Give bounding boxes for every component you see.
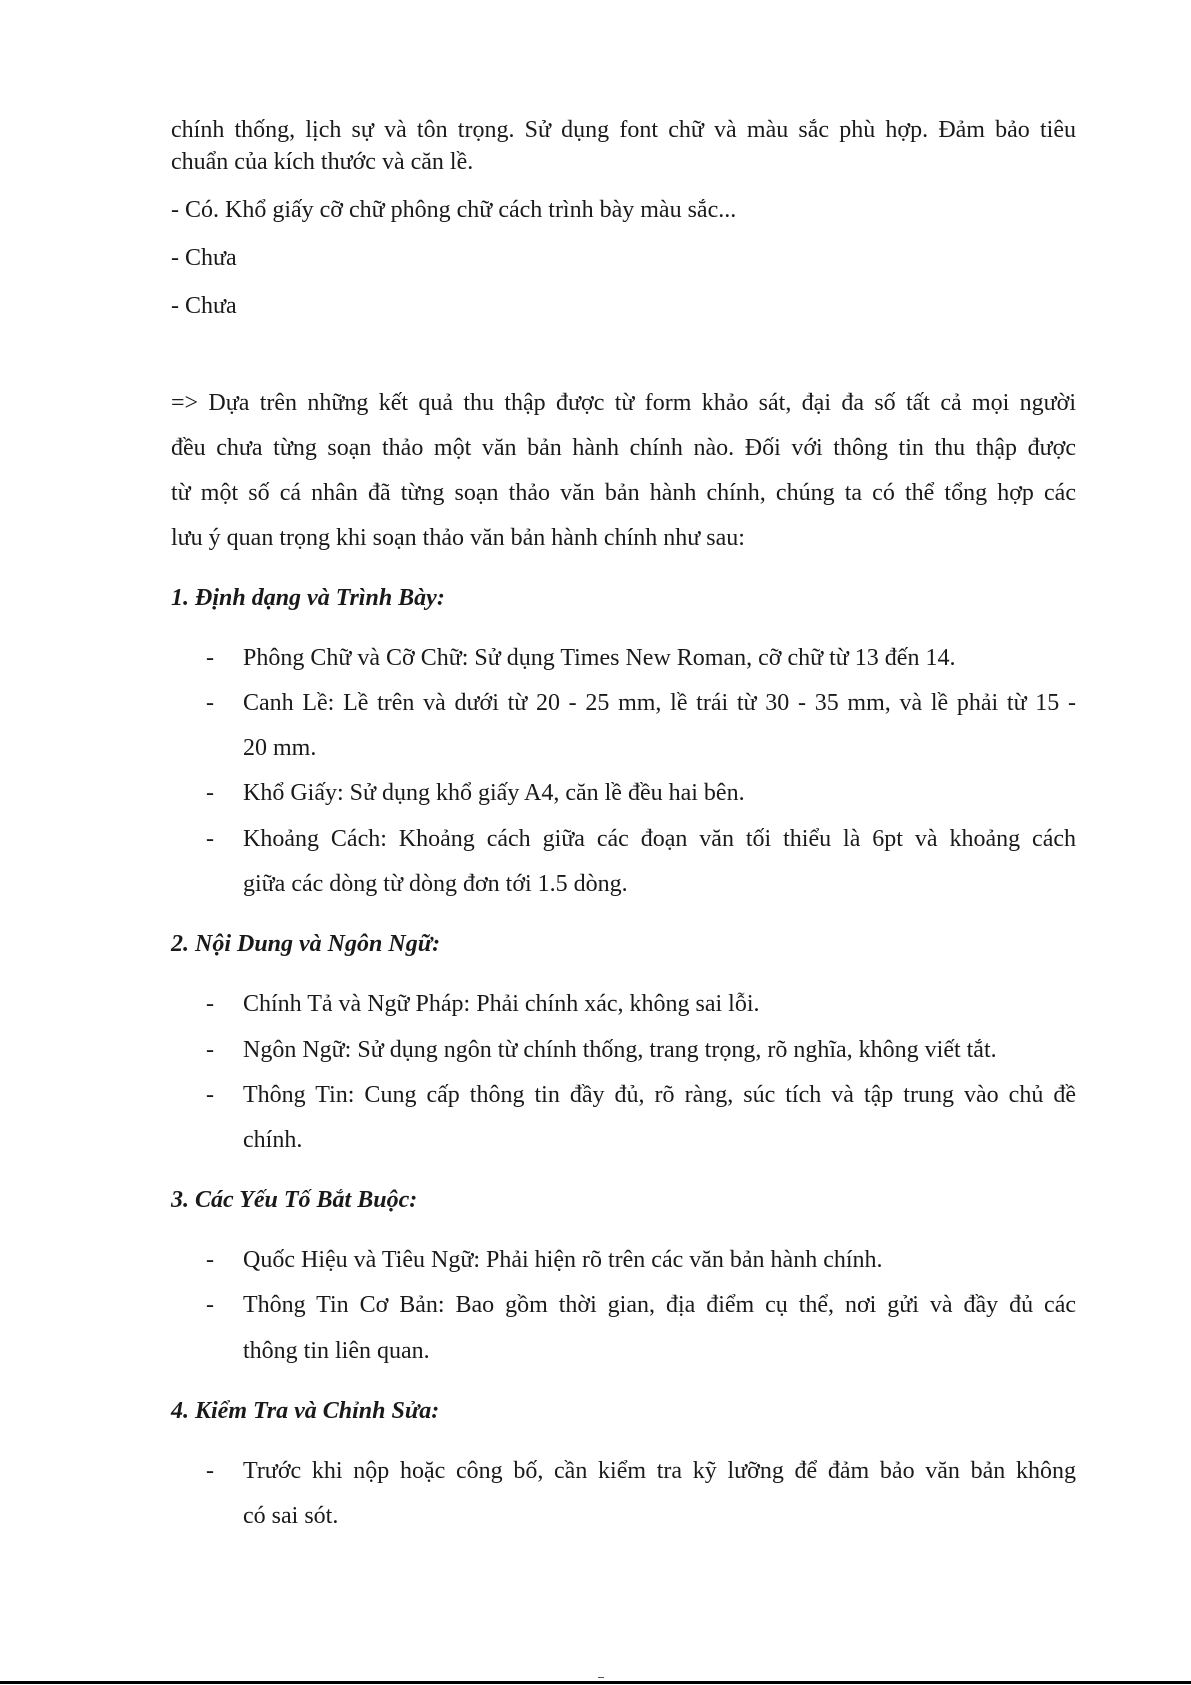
- section-heading: 4. Kiểm Tra và Chỉnh Sửa:: [171, 1398, 440, 1424]
- list-item: Khổ Giấy: Sử dụng khổ giấy A4, căn lề đều hai bên.: [243, 780, 745, 806]
- list-item: Canh Lề: Lề trên và dưới từ 20 - 25 mm, lề trái từ 30 - 35 mm, và lề phải từ 15 -: [243, 690, 1076, 716]
- list-item-continuation: 20 mm.: [243, 735, 317, 761]
- answer-line: - Chưa: [171, 293, 237, 319]
- bullet-dash: -: [206, 1247, 214, 1273]
- list-item: Thông Tin Cơ Bản: Bao gồm thời gian, địa điểm cụ thể, nơi gửi và đầy đủ các: [243, 1292, 1076, 1318]
- page-bottom-rule: [0, 1681, 1191, 1684]
- section-heading: 1. Định dạng và Trình Bày:: [171, 585, 445, 611]
- list-item-continuation: thông tin liên quan.: [243, 1338, 430, 1364]
- list-item: Phông Chữ và Cỡ Chữ: Sử dụng Times New Roman, cỡ chữ từ 13 đến 14.: [243, 645, 956, 671]
- paragraph-line: chuẩn của kích thước và căn lề.: [171, 149, 474, 175]
- paragraph-line: chính thống, lịch sự và tôn trọng. Sử dụng font chữ và màu sắc phù hợp. Đảm bảo tiêu: [171, 117, 1076, 143]
- bullet-dash: -: [206, 1292, 214, 1318]
- bullet-dash: -: [206, 645, 214, 671]
- bullet-dash: -: [206, 1037, 214, 1063]
- bullet-dash: -: [206, 826, 214, 852]
- summary-line: đều chưa từng soạn thảo một văn bản hành chính nào. Đối với thông tin thu thập được: [171, 435, 1076, 461]
- bullet-dash: -: [206, 780, 214, 806]
- list-item: Ngôn Ngữ: Sử dụng ngôn từ chính thống, trang trọng, rõ nghĩa, không viết tắt.: [243, 1037, 997, 1063]
- bullet-dash: -: [206, 991, 214, 1017]
- summary-line: => Dựa trên những kết quả thu thập được từ form khảo sát, đại đa số tất cả mọi người: [171, 390, 1076, 416]
- summary-line: từ một số cá nhân đã từng soạn thảo văn bản hành chính, chúng ta có thể tổng hợp các: [171, 480, 1076, 506]
- list-item-continuation: giữa các dòng từ dòng đơn tới 1.5 dòng.: [243, 871, 628, 897]
- list-item-continuation: có sai sót.: [243, 1503, 339, 1529]
- list-item: Quốc Hiệu và Tiêu Ngữ: Phải hiện rõ trên các văn bản hành chính.: [243, 1247, 883, 1273]
- list-item: Trước khi nộp hoặc công bố, cần kiểm tra kỹ lưỡng để đảm bảo văn bản không: [243, 1458, 1076, 1484]
- answer-line: - Chưa: [171, 245, 237, 271]
- bullet-dash: -: [206, 1082, 214, 1108]
- list-item: Thông Tin: Cung cấp thông tin đầy đủ, rõ ràng, súc tích và tập trung vào chủ đề: [243, 1082, 1076, 1108]
- section-heading: 3. Các Yếu Tố Bắt Buộc:: [171, 1187, 418, 1213]
- list-item-continuation: chính.: [243, 1127, 303, 1153]
- section-heading: 2. Nội Dung và Ngôn Ngữ:: [171, 931, 441, 957]
- summary-line: lưu ý quan trọng khi soạn thảo văn bản hành chính như sau:: [171, 525, 745, 551]
- bullet-dash: -: [206, 1458, 214, 1484]
- bullet-dash: -: [206, 690, 214, 716]
- list-item: Chính Tả và Ngữ Pháp: Phải chính xác, không sai lỗi.: [243, 991, 760, 1017]
- answer-line: - Có. Khổ giấy cỡ chữ phông chữ cách trình bày màu sắc...: [171, 197, 737, 223]
- list-item: Khoảng Cách: Khoảng cách giữa các đoạn văn tối thiểu là 6pt và khoảng cách: [243, 826, 1076, 852]
